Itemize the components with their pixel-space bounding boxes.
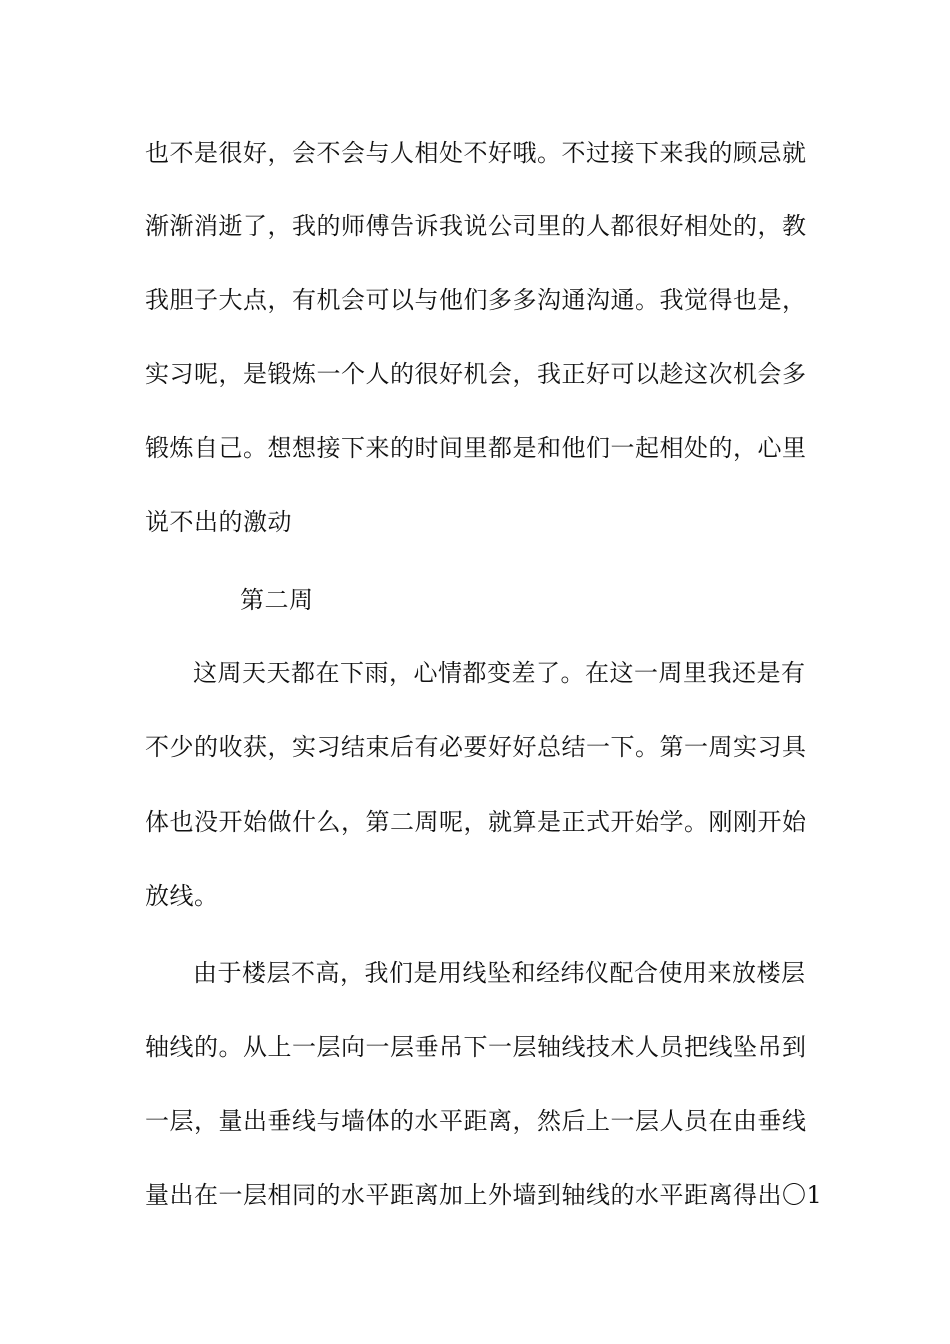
paragraph-line: 不少的收获，实习结束后有必要好好总结一下。第一周实习具 xyxy=(145,733,807,761)
paragraph-line: 由于楼层不高，我们是用线坠和经纬仪配合使用来放楼层 xyxy=(193,959,806,987)
paragraph-line: 放线。 xyxy=(145,882,219,910)
paragraph-line: 说不出的激动 xyxy=(145,508,292,536)
paragraph-line: 渐渐消逝了，我的师傅告诉我说公司里的人都很好相处的，教 xyxy=(145,212,807,240)
paragraph-line: 这周天天都在下雨，心情都变差了。在这一周里我还是有 xyxy=(193,659,806,687)
paragraph-line: 实习呢，是锻炼一个人的很好机会，我正好可以趁这次机会多 xyxy=(145,360,807,388)
paragraph-line: 体也没开始做什么，第二周呢，就算是正式开始学。刚刚开始 xyxy=(145,808,807,836)
paragraph-line: 一层，量出垂线与墙体的水平距离，然后上一层人员在由垂线 xyxy=(145,1107,807,1135)
paragraph-line: 锻炼自己。想想接下来的时间里都是和他们一起相处的，心里 xyxy=(145,434,807,462)
paragraph-line: 也不是很好，会不会与人相处不好哦。不过接下来我的顾忌就 xyxy=(145,139,807,167)
paragraph-line: 量出在一层相同的水平距离加上外墙到轴线的水平距离得出〇1 xyxy=(145,1181,823,1209)
section-heading: 第二周 xyxy=(240,586,314,614)
paragraph-line: 轴线的。从上一层向一层垂吊下一层轴线技术人员把线坠吊到 xyxy=(145,1033,807,1061)
paragraph-line: 我胆子大点，有机会可以与他们多多沟通沟通。我觉得也是， xyxy=(145,286,807,314)
